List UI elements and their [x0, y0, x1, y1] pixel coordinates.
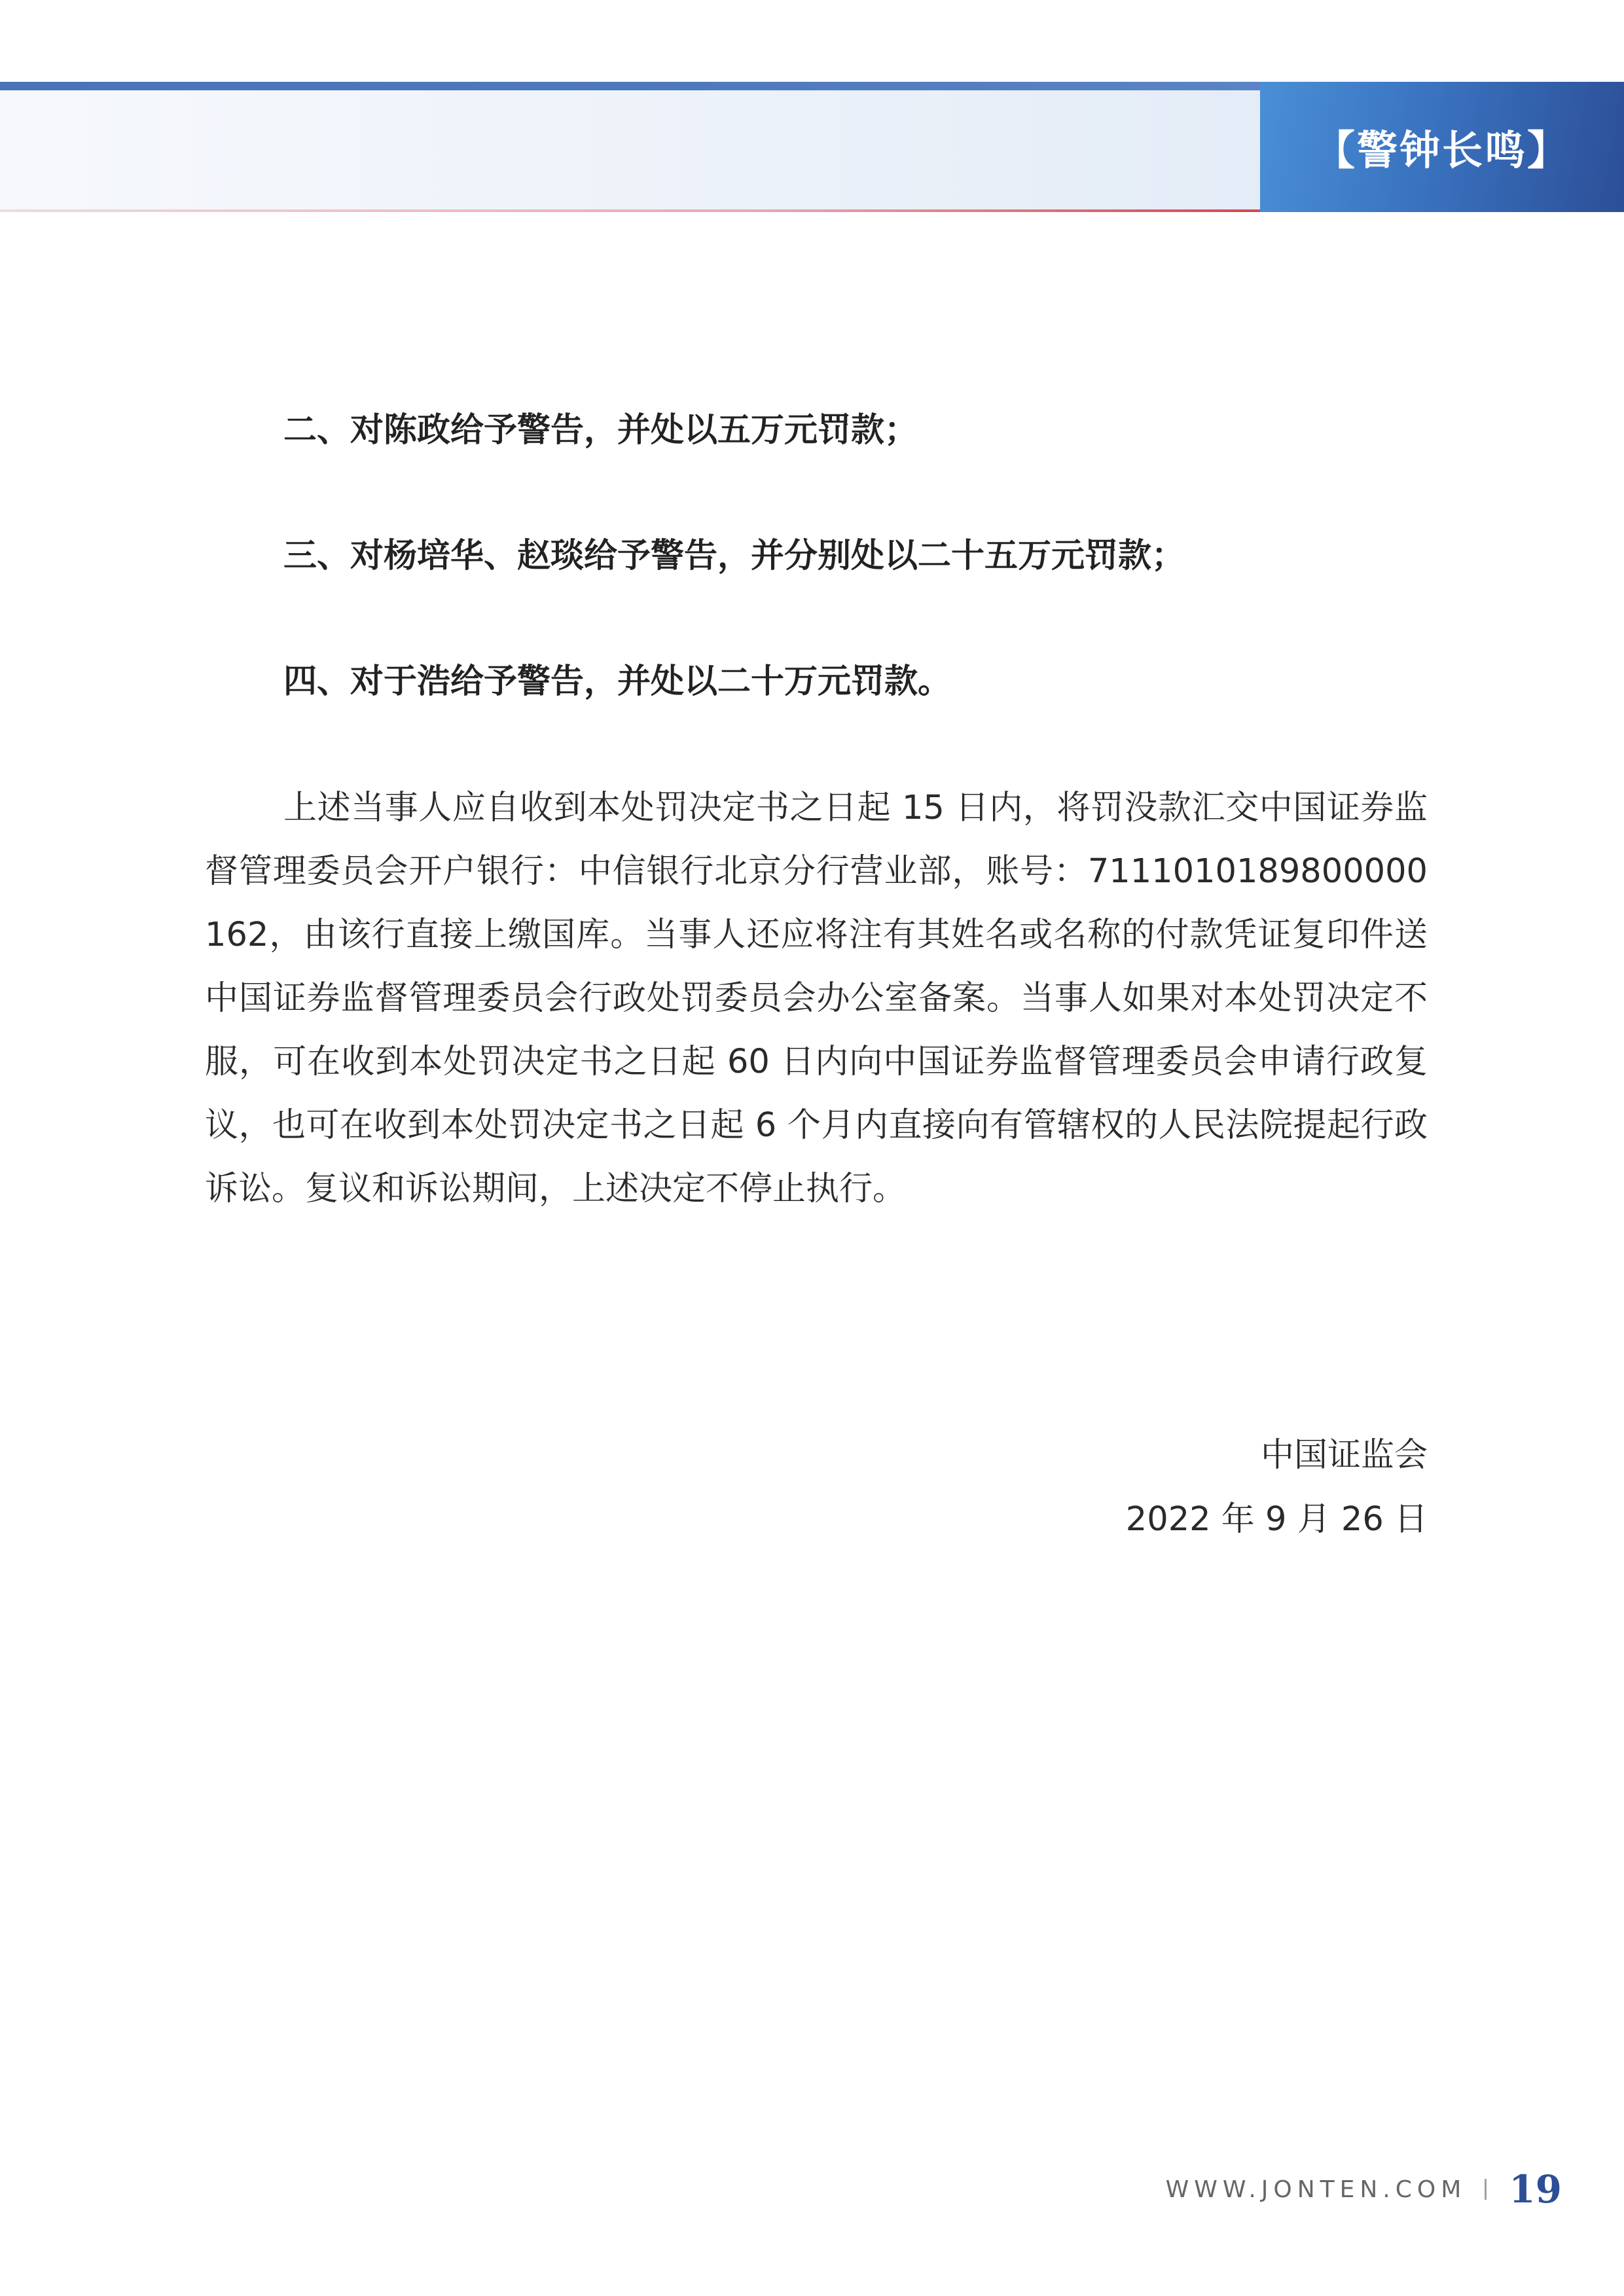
header-band [0, 90, 1260, 209]
penalty-item-4: 四、对于浩给予警告，并处以二十万元罚款。 [283, 662, 952, 701]
penalty-item-2: 二、对陈政给予警告，并处以五万元罚款； [283, 411, 918, 450]
signature-block [1126, 1424, 1428, 1552]
website-url: WWW.JONTEN.COM [1165, 2176, 1467, 2203]
document-body [205, 399, 1428, 1221]
section-label: 【警钟长鸣】 [1314, 126, 1570, 174]
header-top-bar [0, 82, 1260, 90]
section-tab [1260, 82, 1624, 212]
page-footer [1166, 2160, 1562, 2219]
payment-instructions-paragraph: 上述当事人应自收到本处罚决定书之日起 15 日内，将罚没款汇交中国证券监督管理委员会开户银行：中信银行北京分行营业部，账号：7111010189800000162，由该行直接上缴国库。当事人还应将注有其姓名或名称的付款凭证复印件送中国证券监督管理委员会行政处罚委员会办公室备案。当事人如果对本处罚决定不服，可在收到本处罚决定书之日起 60 日内向中国证券监督管理委员会申请行政复议，也可在收到本处罚决定书之日起 6 个月内直接向有管辖权的人民法院提起行政诉讼。复议和诉讼期间，上述决定不停止执行。 [205, 789, 1428, 1208]
header-bottom-line [0, 209, 1260, 212]
issuer-name: 中国证监会 [1260, 1436, 1428, 1475]
page-number: 19 [1509, 2167, 1562, 2212]
issue-date: 2022 年 9 月 26 日 [1125, 1500, 1428, 1539]
penalty-item-3: 三、对杨培华、赵琰给予警告，并分别处以二十五万元罚款； [283, 537, 1185, 575]
footer-divider [1485, 2179, 1487, 2200]
